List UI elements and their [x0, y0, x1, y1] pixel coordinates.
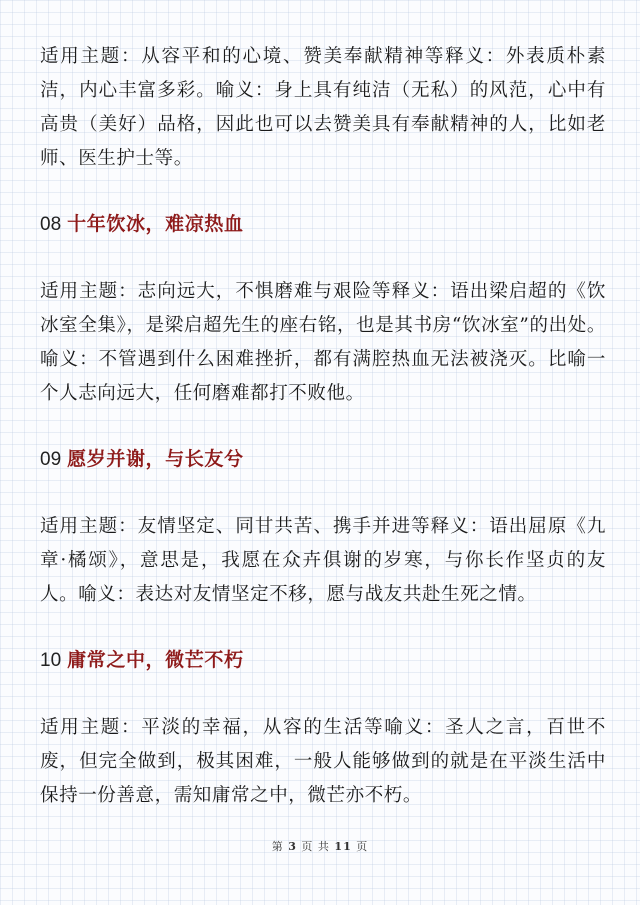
footer-middle: 页 共	[301, 840, 330, 853]
section-10-title: 庸常之中，微芒不朽	[67, 649, 244, 671]
section-09-paragraph: 适用主题：友情坚定、同甘共苦、携手并进等释义：语出屈原《九章·橘颂》，意思是，我愿在众卉俱谢的岁寒，与你长作坚贞的友人。喻义：表达对友情坚定不移，愿与战友共赴生死之情。	[40, 516, 606, 605]
footer-current-page: 3	[288, 840, 297, 853]
section-09-number: 09	[40, 449, 62, 470]
footer-total-pages: 11	[334, 840, 352, 853]
section-07-paragraph: 适用主题：从容平和的心境、赞美奉献精神等释义：外表质朴素洁，内心丰富多彩。喻义：身上具有纯洁（无私）的风范，心中有高贵（美好）品格，因此也可以去赞美具有奉献精神的人，比如老师、医生护士等。	[40, 46, 606, 169]
section-10-paragraph: 适用主题：平淡的幸福，从容的生活等喻义：圣人之言，百世不废，但完全做到，极其困难，一般人能够做到的就是在平淡生活中保持一份善意，需知庸常之中，微芒亦不朽。	[40, 717, 606, 806]
section-10-number: 10	[40, 650, 62, 671]
section-09-heading	[40, 444, 244, 475]
section-08-title: 十年饮冰，难凉热血	[67, 213, 244, 235]
section-08-heading	[40, 209, 244, 240]
footer-prefix: 第	[271, 840, 284, 853]
section-09-title: 愿岁并谢，与长友兮	[67, 448, 244, 470]
page-footer	[0, 838, 640, 854]
section-08-paragraph: 适用主题：志向远大，不惧磨难与艰险等释义：语出梁启超的《饮冰室全集》，是梁启超先生的座右铭，也是其书房“饮冰室”的出处。喻义：不管遇到什么困难挫折，都有满腔热血无法被浇灭。比喻一个人志向远大，任何磨难都打不败他。	[40, 281, 606, 404]
footer-suffix: 页	[356, 840, 369, 853]
section-08-number: 08	[40, 214, 62, 235]
section-10-heading	[40, 645, 244, 676]
